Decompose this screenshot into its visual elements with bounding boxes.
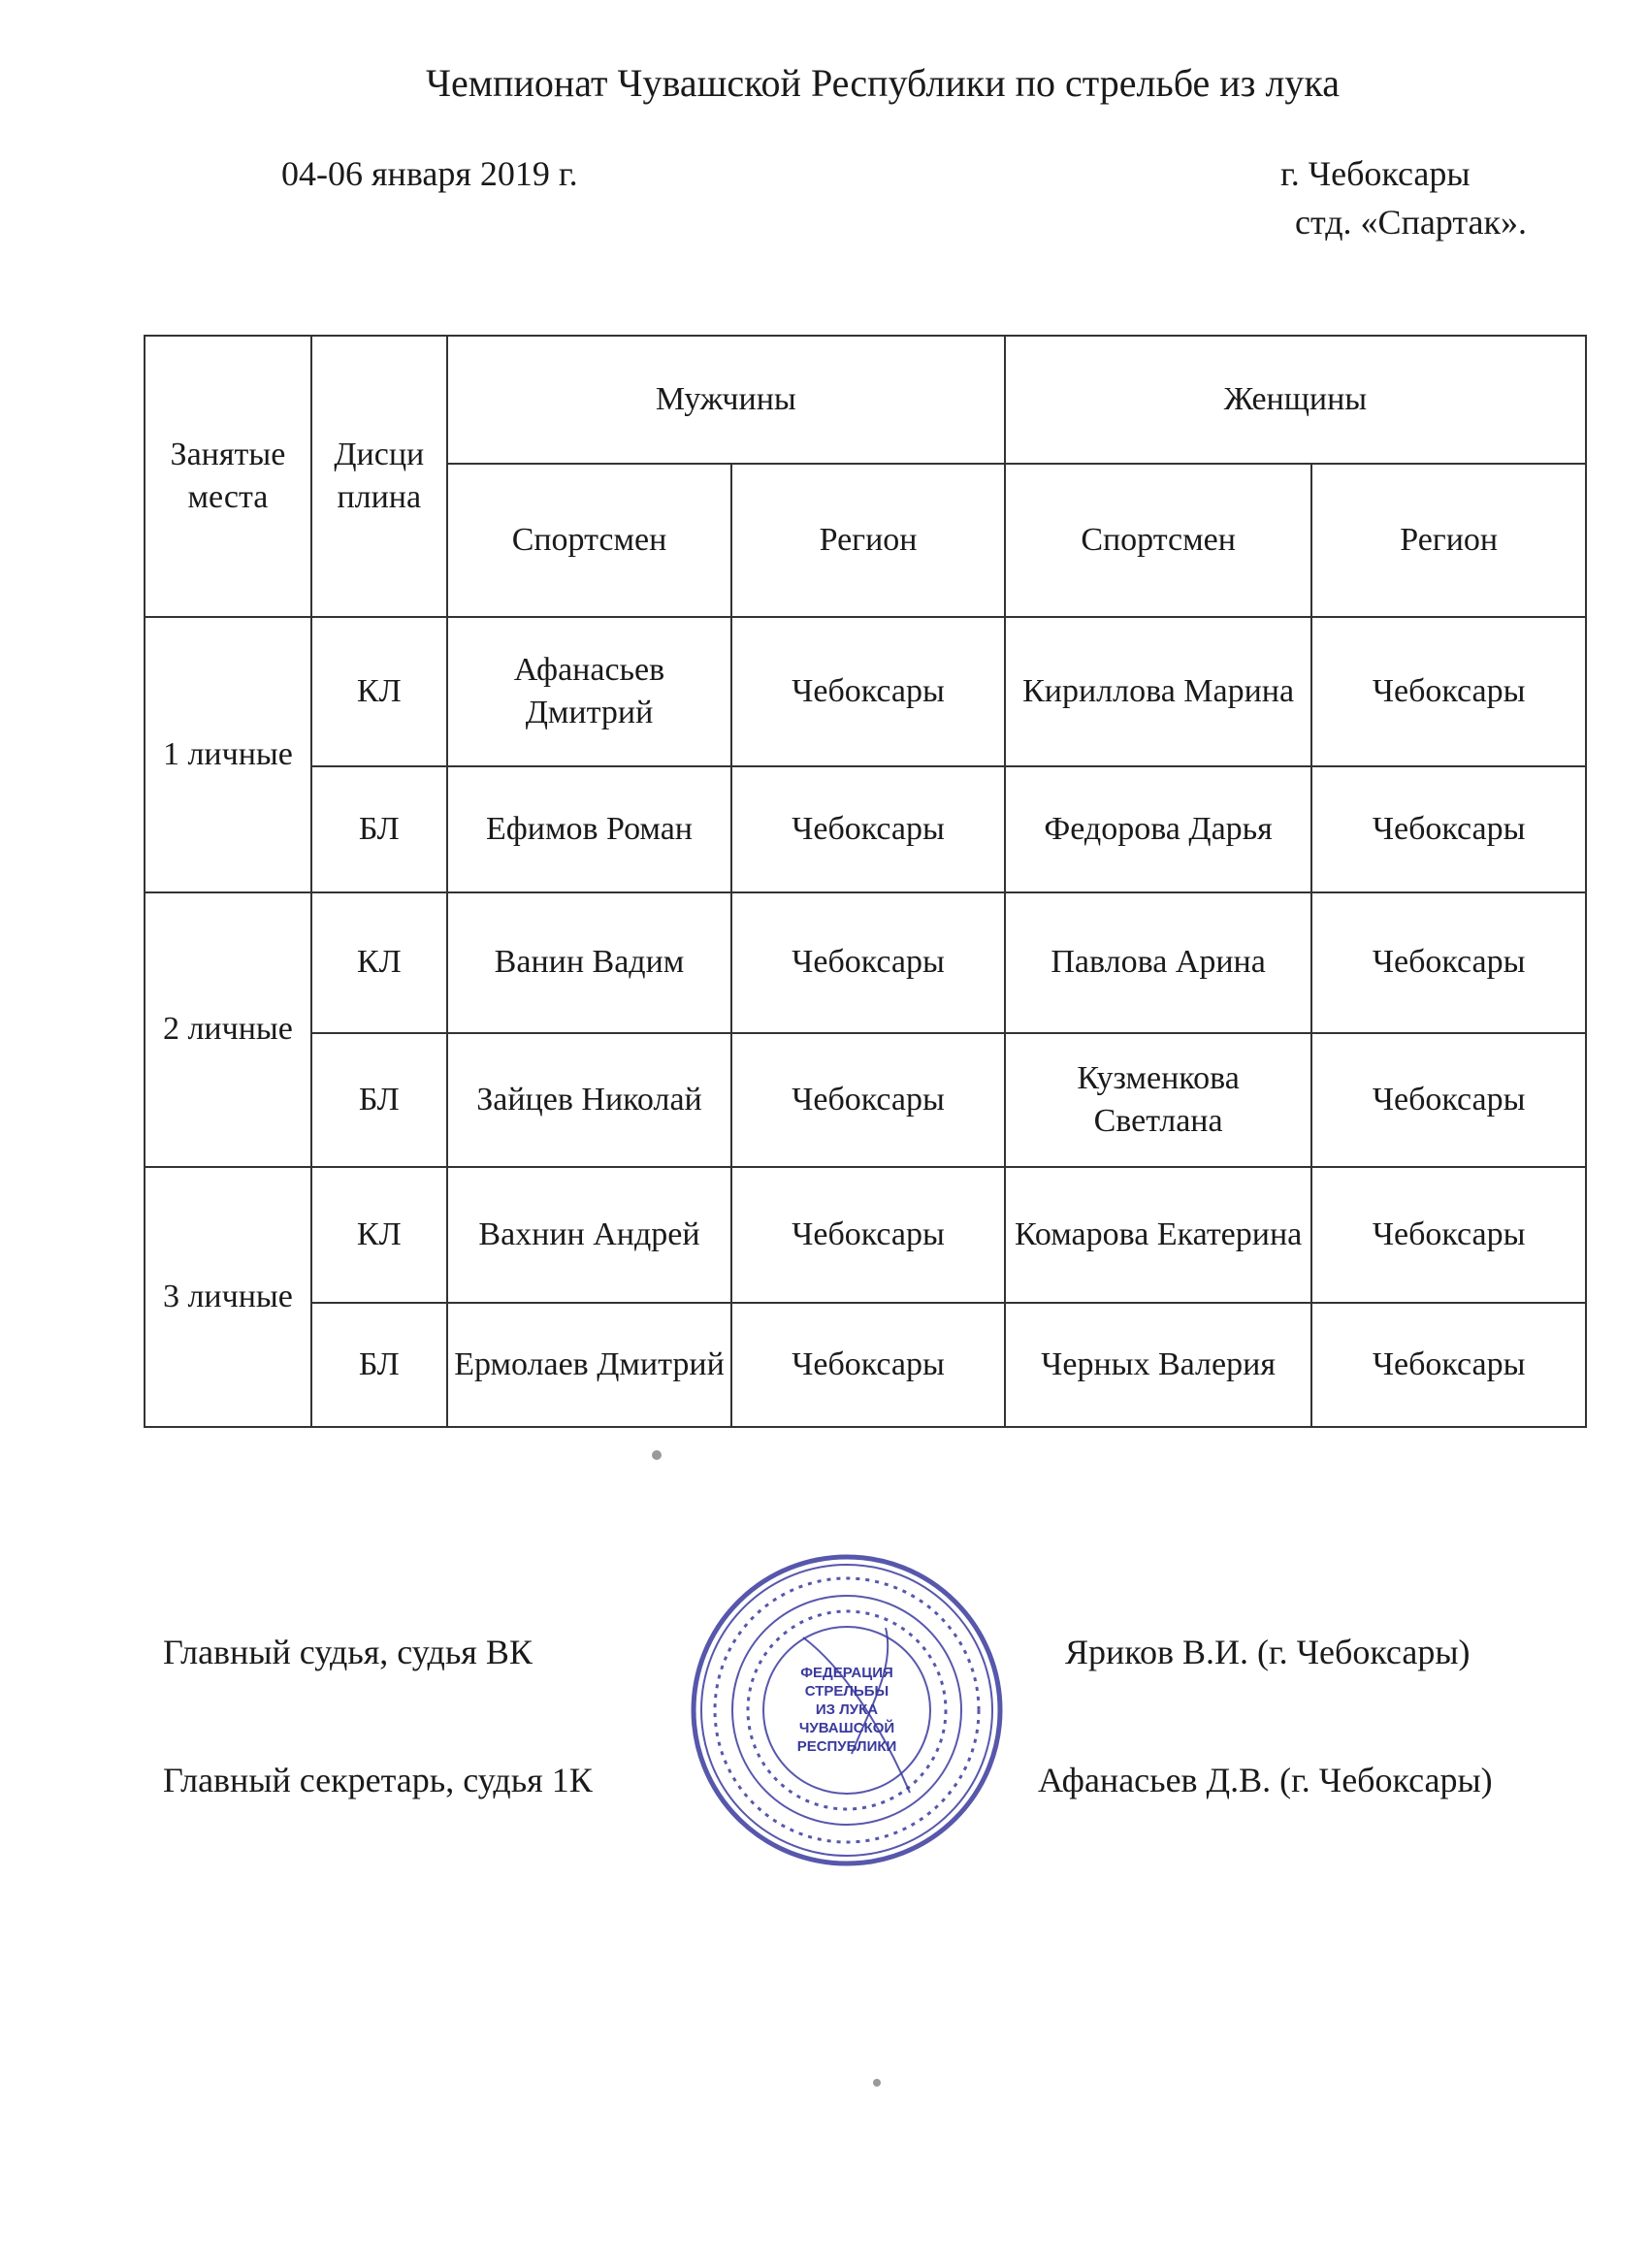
- results-table: [144, 335, 1587, 1428]
- women-region-cell: Чебоксары: [1311, 766, 1586, 892]
- men-athlete-cell: Ванин Вадим: [447, 892, 732, 1033]
- women-athlete-cell: Черных Валерия: [1005, 1303, 1312, 1427]
- place-cell: 2 личные: [145, 892, 311, 1167]
- table-row: [145, 1033, 1586, 1167]
- men-athlete-cell: Ермолаев Дмитрий: [447, 1303, 732, 1427]
- event-date: 04-06 января 2019 г.: [281, 154, 578, 193]
- chief-judge-name: Яриков В.И. (г. Чебоксары): [1065, 1633, 1471, 1671]
- men-region-cell: Чебоксары: [731, 1033, 1005, 1167]
- women-region-cell: Чебоксары: [1311, 1167, 1586, 1303]
- seal-text-line: ЧУВАШСКОЙ: [798, 1720, 895, 1736]
- seal-center-text: [797, 1665, 897, 1755]
- header-men: Мужчины: [447, 336, 1005, 464]
- discipline-cell: БЛ: [311, 1033, 447, 1167]
- event-city: г. Чебоксары: [1280, 154, 1471, 193]
- place-cell: 1 личные: [145, 617, 311, 892]
- page-title: Чемпионат Чувашской Республики по стрельбе из лука: [425, 61, 1341, 105]
- seal-text-line: ИЗ ЛУКА: [815, 1701, 879, 1718]
- table-row: [145, 892, 1586, 1033]
- table-header-row: [145, 336, 1586, 464]
- seal-text-line: СТРЕЛЬБЫ: [804, 1683, 889, 1700]
- women-athlete-cell: Павлова Арина: [1005, 892, 1312, 1033]
- women-region-cell: Чебоксары: [1311, 1303, 1586, 1427]
- header-women-athlete: Спортсмен: [1005, 464, 1312, 617]
- table-row: [145, 1167, 1586, 1303]
- header-discipline: Дисци плина: [311, 336, 447, 617]
- men-region-cell: Чебоксары: [731, 617, 1005, 766]
- header-place: Занятые места: [145, 336, 311, 617]
- men-athlete-cell: Вахнин Андрей: [447, 1167, 732, 1303]
- discipline-cell: КЛ: [311, 617, 447, 766]
- scan-speck: [652, 1450, 662, 1460]
- women-region-cell: Чебоксары: [1311, 1033, 1586, 1167]
- women-athlete-cell: Кузменкова Светлана: [1005, 1033, 1312, 1167]
- table-row: [145, 617, 1586, 766]
- seal-text-line: ФЕДЕРАЦИЯ: [800, 1665, 893, 1681]
- men-region-cell: Чебоксары: [731, 766, 1005, 892]
- discipline-cell: БЛ: [311, 1303, 447, 1427]
- men-athlete-cell: Ефимов Роман: [447, 766, 732, 892]
- discipline-cell: БЛ: [311, 766, 447, 892]
- men-athlete-cell: Зайцев Николай: [447, 1033, 732, 1167]
- official-seal-stamp: [687, 1550, 1007, 1870]
- event-stadium: стд. «Спартак».: [1295, 203, 1527, 242]
- header-men-athlete: Спортсмен: [447, 464, 732, 617]
- place-cell: 3 личные: [145, 1167, 311, 1427]
- women-region-cell: Чебоксары: [1311, 617, 1586, 766]
- chief-secretary-name: Афанасьев Д.В. (г. Чебоксары): [1038, 1761, 1493, 1799]
- men-region-cell: Чебоксары: [731, 892, 1005, 1033]
- women-athlete-cell: Комарова Екатерина: [1005, 1167, 1312, 1303]
- women-athlete-cell: Федорова Дарья: [1005, 766, 1312, 892]
- header-women: Женщины: [1005, 336, 1586, 464]
- men-athlete-cell: Афанасьев Дмитрий: [447, 617, 732, 766]
- men-region-cell: Чебоксары: [731, 1167, 1005, 1303]
- women-athlete-cell: Кириллова Марина: [1005, 617, 1312, 766]
- header-men-region: Регион: [731, 464, 1005, 617]
- chief-secretary-role: Главный секретарь, судья 1К: [163, 1761, 593, 1799]
- discipline-cell: КЛ: [311, 1167, 447, 1303]
- table-row: [145, 1303, 1586, 1427]
- seal-text-line: РЕСПУБЛИКИ: [796, 1738, 897, 1755]
- women-region-cell: Чебоксары: [1311, 892, 1586, 1033]
- chief-judge-role: Главный судья, судья ВК: [163, 1633, 533, 1671]
- table-row: [145, 766, 1586, 892]
- scan-speck: [873, 2079, 881, 2087]
- header-women-region: Регион: [1311, 464, 1586, 617]
- discipline-cell: КЛ: [311, 892, 447, 1033]
- men-region-cell: Чебоксары: [731, 1303, 1005, 1427]
